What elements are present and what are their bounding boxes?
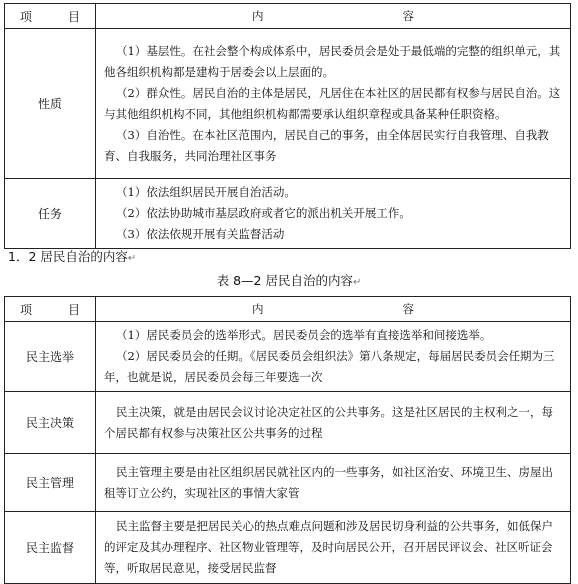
row-label-nature: 性质	[5, 29, 96, 179]
table-row	[5, 392, 571, 454]
row-label-election: 民主选举	[5, 322, 96, 392]
row-content-nature: （1）基层性。在社会整个构成体系中，居民委员会是处于最低端的完整的组织单元，其他各组织机构都是建构于居委会以上层面的。 （2）群众性。居民自治的主体是居民，凡居住在本社区的居民都有权参与居民自治。这与其他组织机构不同，其他组织机构都需要承认组织章程或具备某种任职资格。 （3）自治性。在本社区范围内，居民自己的事务，由全体居民实行自我管理、自我教育、自我服务，共同治理社区事务	[96, 29, 571, 179]
table-row	[5, 29, 571, 179]
table-row	[5, 454, 571, 512]
row-label-supervision: 民主监督	[5, 512, 96, 584]
table-header-row	[5, 297, 571, 322]
row-label-management: 民主管理	[5, 454, 96, 512]
table-self-governance	[4, 296, 571, 584]
row-content-supervision: 民主监督主要是把居民关心的热点难点问题和涉及居民切身利益的公共事务，如低保户的评定及其办理程序、社区物业管理等，及时向居民公开，召开居民评议会、社区听证会等，听取居民意见，接受居民监督	[96, 512, 571, 584]
row-label-decision: 民主决策	[5, 392, 96, 454]
row-label-tasks: 任务	[5, 179, 96, 249]
section-heading: 1．2 居民自治的内容↵	[8, 249, 137, 264]
table-row	[5, 512, 571, 584]
table-header-row	[5, 4, 571, 29]
row-content-election: （1）居民委员会的选举形式。居民委员会的选举有直接选举和间接选举。 （2）居民委员会的任期。《居民委员会组织法》第八条规定，每届居民委员会任期为三年，也就是说，居民委员会每三年要选一次	[96, 322, 571, 392]
table-row	[5, 179, 571, 249]
row-content-management: 民主管理主要是由社区组织居民就社区内的一些事务，如社区治安、环境卫生、房屋出租等订立公约，实现社区的事情大家管	[96, 454, 571, 512]
table-row	[5, 322, 571, 392]
header-content: 内 容	[96, 4, 571, 29]
row-content-tasks: （1）依法组织居民开展自治活动。 （2）依法协助城市基层政府或者它的派出机关开展工作。 （3）依法依规开展有关监督活动	[96, 179, 571, 249]
header-item: 项 目	[5, 4, 96, 29]
table-nature-tasks	[4, 3, 571, 249]
header-content: 内 容	[96, 297, 571, 322]
table-caption: 表 8—2 居民自治的内容↵	[216, 273, 362, 288]
row-content-decision: 民主决策，就是由居民会议讨论决定社区的公共事务。这是社区居民的主权利之一，每个居民都有权参与决策社区公共事务的过程	[96, 392, 571, 454]
header-item: 项 目	[5, 297, 96, 322]
